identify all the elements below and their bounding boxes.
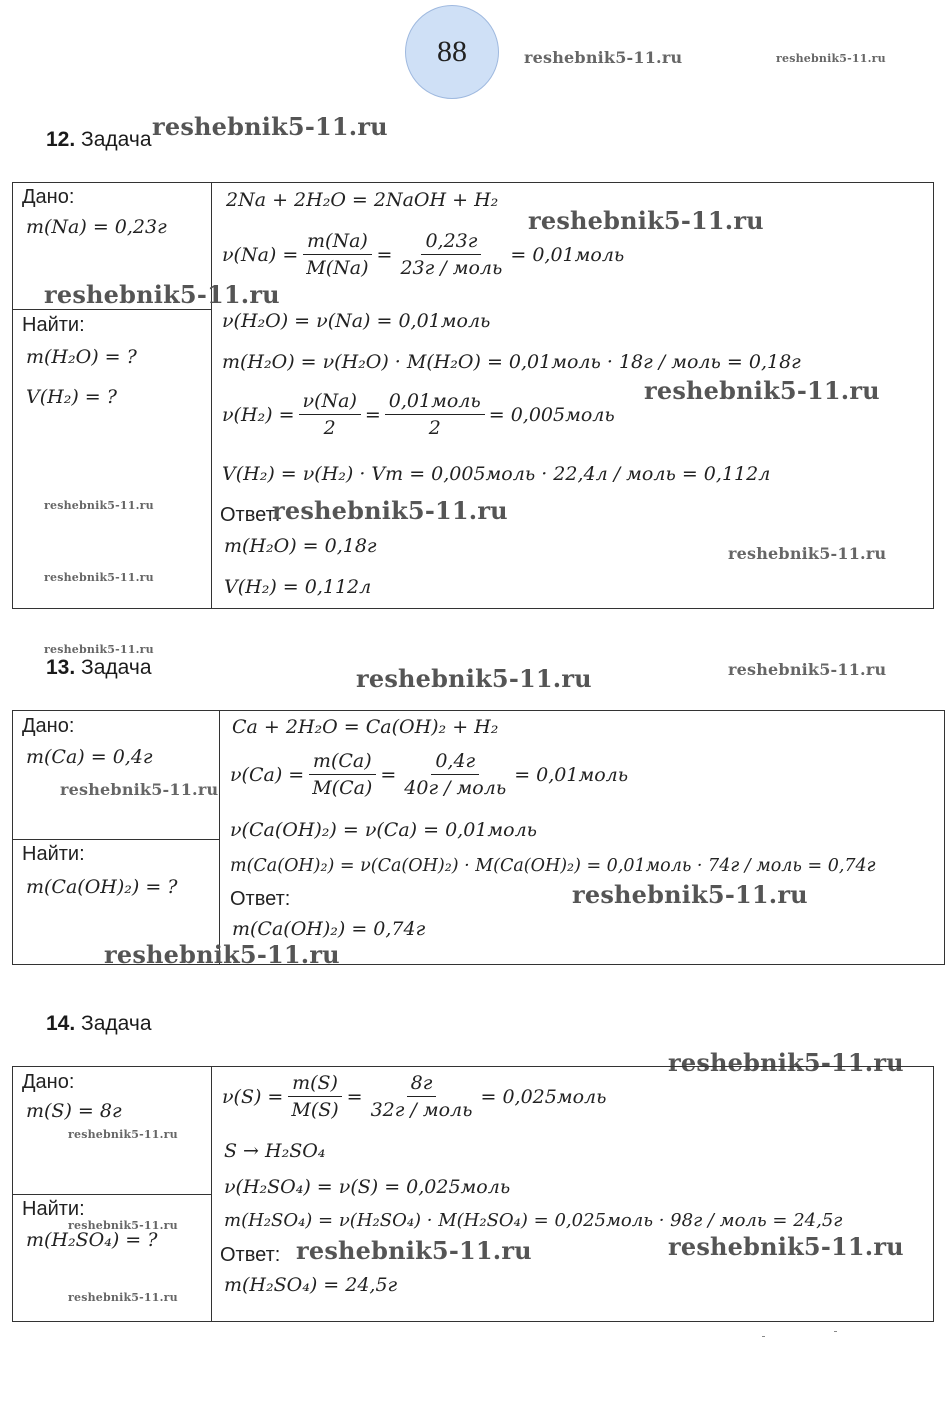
watermark: reshebnik5-11.ru — [44, 280, 280, 309]
given-label: Дано: — [22, 186, 75, 208]
answer-value: V(H₂) = 0,112л — [224, 576, 372, 598]
speck — [762, 1336, 765, 1337]
given-value: m(S) = 8г — [26, 1100, 122, 1122]
watermark: reshebnik5-11.ru — [68, 1219, 178, 1232]
find-label: Найти: — [22, 314, 85, 336]
watermark: reshebnik5-11.ru — [272, 496, 508, 525]
answer-value: m(H₂SO₄) = 24,5г — [224, 1274, 398, 1296]
answer-value: m(H₂O) = 0,18г — [224, 535, 377, 557]
task-13-title: 13. Задача — [46, 656, 152, 679]
formula-line: m(H₂SO₄) = ν(H₂SO₄) · M(H₂SO₄) = 0,025моль · 98г / моль = 24,5г — [224, 1210, 843, 1231]
answer-label: Ответ: — [230, 888, 291, 910]
watermark: reshebnik5-11.ru — [68, 1128, 178, 1141]
formula-line: ν(H₂O) = ν(Na) = 0,01моль — [222, 310, 491, 332]
watermark: reshebnik5-11.ru — [524, 48, 683, 67]
task-14-title: 14. Задача — [46, 1012, 152, 1035]
answer-label: Ответ: — [220, 1244, 281, 1266]
given-value: m(Na) = 0,23г — [26, 216, 167, 238]
reaction-equation: 2Na + 2H₂O = 2NaOH + H₂ — [226, 189, 499, 211]
watermark: reshebnik5-11.ru — [728, 544, 887, 563]
given-label: Дано: — [22, 1071, 75, 1093]
watermark: reshebnik5-11.ru — [44, 643, 154, 656]
answer-value: m(Ca(OH)₂) = 0,74г — [232, 918, 426, 940]
watermark: reshebnik5-11.ru — [152, 112, 388, 141]
watermark: reshebnik5-11.ru — [44, 499, 154, 512]
watermark: reshebnik5-11.ru — [356, 664, 592, 693]
watermark: reshebnik5-11.ru — [668, 1048, 904, 1077]
formula-line: m(H₂O) = ν(H₂O) · M(H₂O) = 0,01моль · 18г / моль = 0,18г — [222, 351, 801, 373]
find-value: m(H₂SO₄) = ? — [26, 1229, 158, 1251]
watermark: reshebnik5-11.ru — [104, 940, 340, 969]
task-12-title: 12. Задача — [46, 128, 152, 151]
watermark: reshebnik5-11.ru — [572, 880, 808, 909]
watermark: reshebnik5-11.ru — [528, 206, 764, 235]
formula-line: m(Ca(OH)₂) = ν(Ca(OH)₂) · M(Ca(OH)₂) = 0,01моль · 74г / моль = 0,74г — [230, 856, 876, 876]
given-label: Дано: — [22, 715, 75, 737]
watermark: reshebnik5-11.ru — [68, 1291, 178, 1304]
find-value: m(H₂O) = ? — [26, 346, 137, 368]
answer-label: Ответ: — [220, 504, 281, 526]
formula-line: S → H₂SO₄ — [224, 1140, 326, 1162]
formula-line: ν(Na) = $\frac{m(Na)}{M(Na)}$ = $\frac{0,23г}{\text{23г / моль}}$ = 0,01моль — [222, 230, 625, 279]
reaction-equation: Ca + 2H₂O = Ca(OH)₂ + H₂ — [232, 716, 499, 738]
given-value: m(Ca) = 0,4г — [26, 746, 153, 768]
formula-line: ν(Ca) = $\frac{m(Ca)}{M(Ca)}$ = $\frac{0,4г}{\text{40г / моль}}$ = 0,01моль — [230, 750, 629, 799]
watermark: reshebnik5-11.ru — [296, 1236, 532, 1265]
find-label: Найти: — [22, 843, 85, 865]
watermark: reshebnik5-11.ru — [644, 376, 880, 405]
find-label: Найти: — [22, 1198, 85, 1220]
watermark: reshebnik5-11.ru — [60, 780, 219, 799]
watermark: reshebnik5-11.ru — [728, 660, 887, 679]
formula-line: ν(Ca(OH)₂) = ν(Ca) = 0,01моль — [230, 819, 538, 841]
speck — [834, 1331, 837, 1332]
formula-line: V(H₂) = ν(H₂) · Vm = 0,005моль · 22,4л / моль = 0,112л — [222, 463, 771, 485]
watermark: reshebnik5-11.ru — [776, 52, 886, 65]
formula-line: ν(H₂SO₄) = ν(S) = 0,025моль — [224, 1176, 511, 1198]
formula-line: ν(S) = $\frac{m(S)}{M(S)}$ = $\frac{8г}{\text{32г / моль}}$ = 0,025моль — [222, 1072, 607, 1121]
page-number: 88 — [405, 5, 499, 99]
find-value: V(H₂) = ? — [26, 386, 117, 408]
formula-line: ν(H₂) = $\frac{\nu(Na)}{2}$ = $\frac{\text{0,01моль}}{2}$ = 0,005моль — [222, 390, 615, 439]
watermark: reshebnik5-11.ru — [44, 571, 154, 584]
find-value: m(Ca(OH)₂) = ? — [26, 876, 178, 898]
watermark: reshebnik5-11.ru — [668, 1232, 904, 1261]
